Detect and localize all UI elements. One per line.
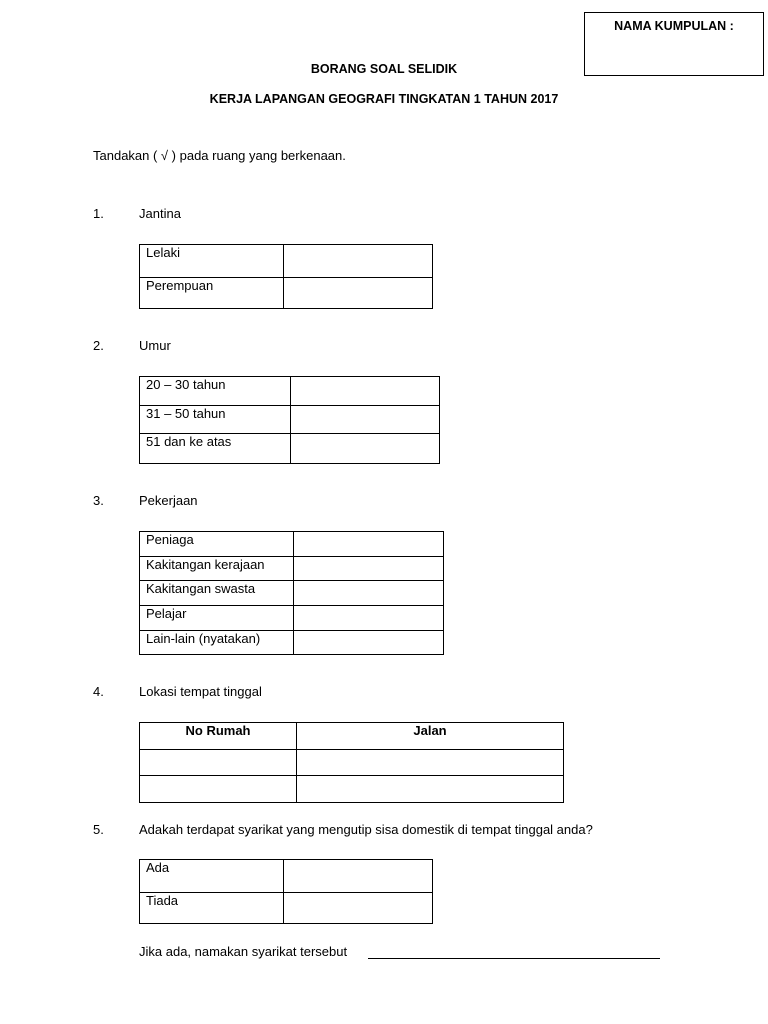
option-label: Lain-lain (nyatakan) bbox=[140, 631, 294, 655]
option-label: 31 – 50 tahun bbox=[140, 406, 291, 434]
question-text: Jantina bbox=[139, 206, 181, 221]
age-table bbox=[139, 376, 440, 464]
option-label: Kakitangan swasta bbox=[140, 581, 294, 606]
option-label: 51 dan ke atas bbox=[140, 434, 291, 464]
option-label: Kakitangan kerajaan bbox=[140, 557, 294, 581]
question-number: 4. bbox=[93, 684, 104, 699]
option-label: Lelaki bbox=[140, 245, 284, 278]
followup-text: Jika ada, namakan syarikat tersebut bbox=[139, 944, 348, 959]
checkbox-cell[interactable] bbox=[284, 278, 433, 309]
question-text: Pekerjaan bbox=[139, 493, 198, 508]
checkbox-cell[interactable] bbox=[294, 532, 444, 557]
option-label: Perempuan bbox=[140, 278, 284, 309]
company-name-line[interactable] bbox=[368, 958, 660, 959]
question-number: 1. bbox=[93, 206, 104, 221]
column-header-street: Jalan bbox=[297, 723, 564, 750]
house-number-cell[interactable] bbox=[140, 776, 297, 803]
question-number: 2. bbox=[93, 338, 104, 353]
gender-table bbox=[139, 244, 433, 309]
question-text: Umur bbox=[139, 338, 171, 353]
option-label: Ada bbox=[140, 860, 284, 893]
question-text: Lokasi tempat tinggal bbox=[139, 684, 262, 699]
checkbox-cell[interactable] bbox=[294, 631, 444, 655]
street-cell[interactable] bbox=[297, 776, 564, 803]
form-title: BORANG SOAL SELIDIK bbox=[310, 62, 458, 76]
question-number: 3. bbox=[93, 493, 104, 508]
option-label: Peniaga bbox=[140, 532, 294, 557]
checkbox-cell[interactable] bbox=[284, 860, 433, 893]
question-text: Adakah terdapat syarikat yang mengutip sisa domestik di tempat tinggal anda? bbox=[139, 822, 593, 837]
group-name-label: NAMA KUMPULAN : bbox=[614, 19, 734, 33]
checkbox-cell[interactable] bbox=[284, 893, 433, 924]
option-label: Tiada bbox=[140, 893, 284, 924]
waste-collection-table bbox=[139, 859, 433, 924]
checkbox-cell[interactable] bbox=[291, 377, 440, 406]
column-header-house-number: No Rumah bbox=[140, 723, 297, 750]
occupation-table bbox=[139, 531, 444, 655]
instruction-text: Tandakan ( √ ) pada ruang yang berkenaan. bbox=[93, 148, 346, 163]
option-label: Pelajar bbox=[140, 606, 294, 631]
checkbox-cell[interactable] bbox=[291, 434, 440, 464]
checkbox-cell[interactable] bbox=[294, 557, 444, 581]
option-label: 20 – 30 tahun bbox=[140, 377, 291, 406]
house-number-cell[interactable] bbox=[140, 750, 297, 776]
checkbox-cell[interactable] bbox=[291, 406, 440, 434]
form-subtitle: KERJA LAPANGAN GEOGRAFI TINGKATAN 1 TAHUN 2017 bbox=[209, 92, 559, 106]
checkbox-cell[interactable] bbox=[284, 245, 433, 278]
street-cell[interactable] bbox=[297, 750, 564, 776]
checkbox-cell[interactable] bbox=[294, 581, 444, 606]
question-number: 5. bbox=[93, 822, 104, 837]
address-table bbox=[139, 722, 564, 803]
checkbox-cell[interactable] bbox=[294, 606, 444, 631]
